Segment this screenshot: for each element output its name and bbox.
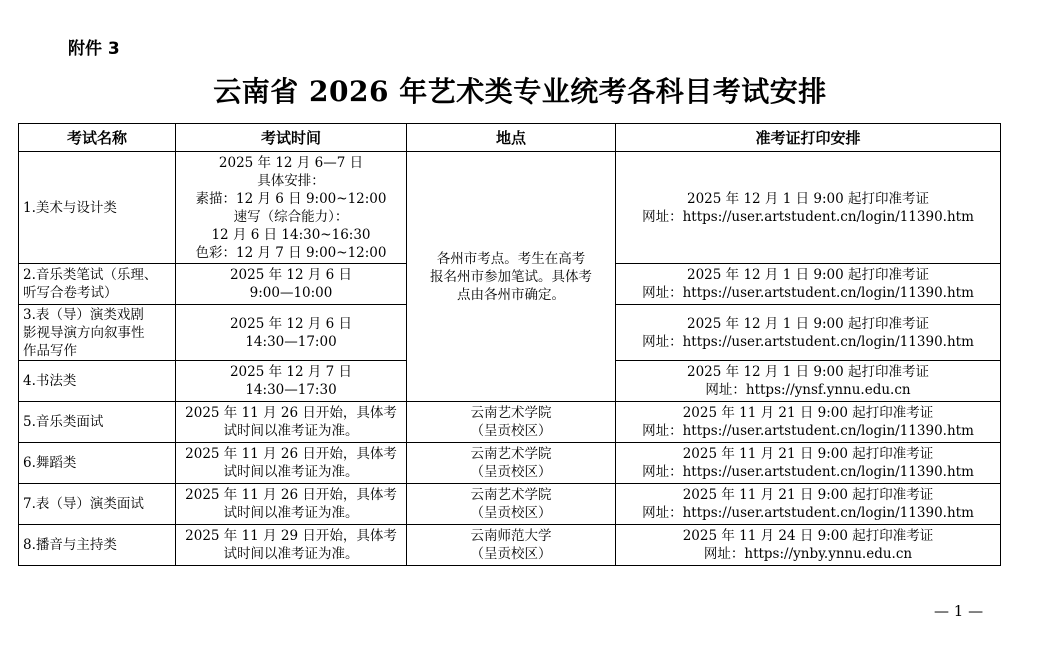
table-row bbox=[19, 484, 1001, 525]
table-row bbox=[19, 152, 1001, 264]
print-schedule-cell bbox=[616, 525, 1001, 566]
document-title: 云南省 2026 年艺术类专业统考各科目考试安排 bbox=[213, 75, 827, 108]
print-schedule-cell bbox=[616, 402, 1001, 443]
exam-name-cell bbox=[19, 361, 176, 402]
print-schedule-cell bbox=[616, 484, 1001, 525]
exam-time-cell bbox=[176, 264, 407, 305]
location-cell bbox=[407, 402, 616, 443]
print-time-line: 2025 年 12 月 1 日 9:00 起打印准考证 bbox=[687, 315, 929, 332]
exam-name-cell bbox=[19, 152, 176, 264]
print-url-line: 网址：https://ynby.ynnu.edu.cn bbox=[703, 546, 913, 562]
exam-time-line: 试时间以准考证为准。 bbox=[223, 546, 359, 562]
location-line: 云南艺术学院 bbox=[470, 405, 552, 421]
exam-time-cell bbox=[176, 484, 407, 525]
exam-time-cell bbox=[176, 361, 407, 402]
print-url-line: 网址：https://user.artstudent.cn/login/11390.htm bbox=[642, 285, 974, 301]
exam-name-line: 2.音乐类笔试（乐理、 bbox=[23, 267, 158, 283]
location-line: 云南艺术学院 bbox=[470, 487, 552, 503]
print-time-line: 2025 年 12 月 1 日 9:00 起打印准考证 bbox=[687, 190, 929, 207]
location-cell bbox=[407, 525, 616, 566]
exam-time-line: 2025 年 11 月 29 日开始，具体考 bbox=[185, 528, 397, 544]
exam-name-cell bbox=[19, 305, 176, 361]
location-line: （呈贡校区） bbox=[470, 546, 552, 562]
location-cell bbox=[407, 443, 616, 484]
exam-name-line: 作品写作 bbox=[23, 342, 77, 359]
print-schedule-cell bbox=[616, 152, 1001, 264]
exam-time-line: 2025 年 11 月 26 日开始，具体考 bbox=[185, 487, 397, 503]
exam-time-cell bbox=[176, 525, 407, 566]
table-row bbox=[19, 443, 1001, 484]
print-time-line: 2025 年 11 月 24 日 9:00 起打印准考证 bbox=[682, 528, 934, 544]
exam-time-line: 试时间以准考证为准。 bbox=[223, 464, 359, 480]
exam-time-line: 14:30—17:00 bbox=[245, 333, 337, 350]
attachment-label: 附件 3 bbox=[68, 39, 120, 59]
exam-time-line: 速写（综合能力）： bbox=[233, 208, 349, 225]
exam-time-line: 试时间以准考证为准。 bbox=[223, 505, 359, 521]
exam-name-cell bbox=[19, 402, 176, 443]
print-time-line: 2025 年 12 月 1 日 9:00 起打印准考证 bbox=[687, 364, 929, 380]
print-schedule-cell bbox=[616, 361, 1001, 402]
exam-time-line: 14:30—17:30 bbox=[245, 382, 337, 398]
exam-name-cell bbox=[19, 443, 176, 484]
exam-schedule-table bbox=[18, 123, 1001, 566]
table-header-row bbox=[19, 124, 1001, 152]
header-exam-name: 考试名称 bbox=[19, 124, 176, 152]
exam-time-line: 具体安排： bbox=[257, 172, 325, 189]
location-cell bbox=[407, 484, 616, 525]
location-cell-shared bbox=[407, 152, 616, 402]
exam-name-line: 听写合卷考试） bbox=[23, 285, 118, 301]
location-line: （呈贡校区） bbox=[470, 464, 552, 480]
print-url-line: 网址：https://user.artstudent.cn/login/11390.htm bbox=[642, 423, 974, 439]
exam-time-line: 2025 年 12 月 7 日 bbox=[229, 364, 353, 380]
exam-time-cell bbox=[176, 152, 407, 264]
print-time-line: 2025 年 11 月 21 日 9:00 起打印准考证 bbox=[682, 446, 934, 462]
header-exam-time: 考试时间 bbox=[176, 124, 407, 152]
print-url-line: 网址：https://user.artstudent.cn/login/11390.htm bbox=[642, 505, 974, 521]
table-row bbox=[19, 402, 1001, 443]
exam-time-line: 素描：12 月 6 日 9:00~12:00 bbox=[195, 190, 387, 207]
location-line: 点由各州市确定。 bbox=[457, 286, 565, 303]
print-url-line: 网址：https://user.artstudent.cn/login/11390.htm bbox=[642, 208, 974, 225]
exam-name-cell bbox=[19, 484, 176, 525]
exam-time-line: 2025 年 12 月 6 日 bbox=[229, 267, 353, 283]
exam-name-line: 5.音乐类面试 bbox=[23, 414, 104, 430]
exam-time-line: 2025 年 12 月 6—7 日 bbox=[218, 154, 364, 171]
print-url-line: 网址：https://ynsf.ynnu.edu.cn bbox=[705, 382, 911, 398]
exam-time-cell bbox=[176, 402, 407, 443]
exam-name-cell bbox=[19, 525, 176, 566]
print-schedule-cell bbox=[616, 305, 1001, 361]
exam-name-line: 4.书法类 bbox=[23, 373, 77, 389]
location-line: 各州市考点。考生在高考 bbox=[436, 250, 586, 267]
table-row bbox=[19, 525, 1001, 566]
print-url-line: 网址：https://user.artstudent.cn/login/11390.htm bbox=[642, 333, 974, 350]
exam-time-line: 2025 年 11 月 26 日开始，具体考 bbox=[185, 405, 397, 421]
exam-time-line: 12 月 6 日 14:30~16:30 bbox=[211, 226, 371, 243]
location-line: 云南师范大学 bbox=[470, 528, 552, 544]
print-schedule-cell bbox=[616, 443, 1001, 484]
exam-name-line: 8.播音与主持类 bbox=[23, 537, 117, 553]
exam-time-line: 2025 年 12 月 6 日 bbox=[229, 315, 353, 332]
print-time-line: 2025 年 12 月 1 日 9:00 起打印准考证 bbox=[687, 267, 929, 283]
exam-time-line: 9:00—10:00 bbox=[249, 285, 333, 301]
print-schedule-cell bbox=[616, 264, 1001, 305]
exam-time-line: 2025 年 11 月 26 日开始，具体考 bbox=[185, 446, 397, 462]
print-url-line: 网址：https://user.artstudent.cn/login/11390.htm bbox=[642, 464, 974, 480]
exam-time-line: 试时间以准考证为准。 bbox=[223, 423, 359, 439]
exam-name-line: 3.表（导）演类戏剧 bbox=[23, 306, 144, 323]
location-line: 云南艺术学院 bbox=[470, 446, 552, 462]
exam-time-cell bbox=[176, 443, 407, 484]
location-line: 报名州市参加笔试。具体考 bbox=[430, 268, 592, 285]
location-line: （呈贡校区） bbox=[470, 423, 552, 439]
exam-name-line: 6.舞蹈类 bbox=[23, 455, 77, 471]
location-line: （呈贡校区） bbox=[470, 505, 552, 521]
exam-name-line: 1.美术与设计类 bbox=[23, 199, 117, 216]
print-time-line: 2025 年 11 月 21 日 9:00 起打印准考证 bbox=[682, 487, 934, 503]
header-admission-print: 准考证打印安排 bbox=[616, 124, 1001, 152]
page-number: — 1 — bbox=[934, 602, 984, 620]
header-location: 地点 bbox=[407, 124, 616, 152]
exam-name-cell bbox=[19, 264, 176, 305]
exam-time-cell bbox=[176, 305, 407, 361]
exam-name-line: 7.表（导）演类面试 bbox=[23, 496, 144, 512]
exam-time-line: 色彩：12 月 7 日 9:00~12:00 bbox=[195, 244, 387, 261]
print-time-line: 2025 年 11 月 21 日 9:00 起打印准考证 bbox=[682, 405, 934, 421]
exam-name-line: 影视导演方向叙事性 bbox=[23, 324, 145, 341]
